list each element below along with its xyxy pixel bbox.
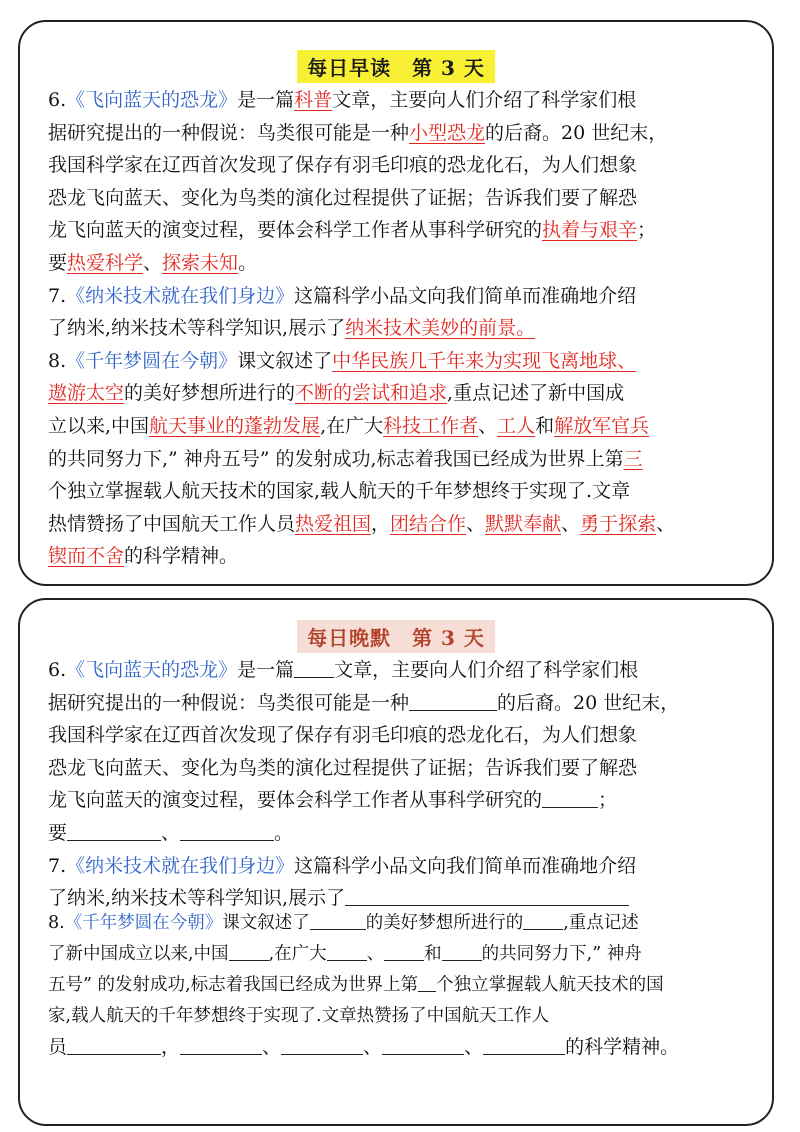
morning-q8-line-1	[48, 345, 754, 378]
question-number: 8.	[48, 913, 65, 933]
question-number: 6.	[48, 659, 67, 681]
text: 、	[366, 944, 385, 964]
text: 个独立掌握载人航天技术的国家,载人航天的千年梦想终于实现了.文章	[48, 480, 631, 503]
morning-q8-line-3	[48, 410, 754, 443]
answer: 科技工作者	[383, 414, 479, 437]
book-title: 《纳米技术就在我们身边》	[66, 284, 295, 307]
text: 文章，主要向人们介绍了科学家们根	[332, 89, 637, 111]
text: ,重点记述	[563, 913, 639, 933]
text: 和	[535, 414, 555, 437]
text: 、	[478, 414, 498, 437]
answer-blank[interactable]	[523, 909, 563, 930]
text: 的美好梦想所进行的	[365, 913, 524, 933]
answer: 锲而不舍	[48, 545, 125, 568]
answer-blank[interactable]	[180, 820, 274, 841]
answer-blank[interactable]	[384, 940, 424, 961]
answer: 遨游太空	[48, 382, 125, 405]
text: 的后裔。20 世纪末，	[497, 691, 680, 714]
text: 是一篇	[237, 659, 295, 681]
answer-blank[interactable]	[382, 1034, 464, 1055]
text: 。	[238, 251, 258, 274]
text: 、	[262, 1036, 282, 1058]
text: 个独立掌握载人航天技术的国	[436, 975, 664, 995]
text: ；	[598, 789, 618, 812]
text: 、	[464, 1036, 484, 1058]
text: 、	[656, 512, 676, 535]
answer-blank[interactable]	[67, 1034, 161, 1055]
evening-content	[48, 654, 754, 915]
text: 了新中国成立以来,中国	[48, 944, 229, 964]
text: 课文叙述了	[222, 913, 310, 933]
morning-q8-line-2	[48, 377, 754, 410]
morning-q7-line-1	[48, 280, 754, 313]
text: 我国科学家在辽西首次发现了保存有羽毛印痕的恐龙化石，为人们想象	[48, 154, 638, 177]
text: 这篇科学小品文向我们简单而准确地介绍	[294, 854, 637, 877]
morning-q8-line-5	[48, 475, 754, 508]
evening-q6-line-4	[48, 752, 754, 785]
morning-q8-line-7	[48, 540, 754, 573]
answer-blank[interactable]	[483, 1034, 565, 1055]
text: 了纳米,纳米技术等科学知识,展示了	[48, 317, 346, 340]
text: 要	[48, 821, 68, 844]
morning-q6-line-3	[48, 149, 754, 182]
answer: 不断的尝试和追求	[295, 382, 448, 405]
evening-q6-line-2	[48, 687, 754, 720]
text: 立以来,中国	[48, 414, 150, 437]
answer: 热爱祖国	[295, 512, 372, 535]
question-number: 7.	[48, 284, 67, 307]
text: 我国科学家在辽西首次发现了保存有羽毛印痕的恐龙化石，为人们想象	[48, 724, 638, 747]
evening-q8-line-4	[48, 1001, 754, 1032]
text: 、	[161, 821, 181, 844]
text: 员	[48, 1036, 68, 1058]
answer: 科普	[294, 89, 333, 111]
book-title: 《纳米技术就在我们身边》	[66, 854, 295, 877]
book-title: 《飞向蓝天的恐龙》	[66, 659, 238, 681]
text: 。	[274, 821, 294, 844]
answer: 勇于探索	[580, 512, 657, 535]
morning-content	[48, 84, 754, 573]
answer-blank[interactable]	[180, 1034, 262, 1055]
evening-q6-line-5	[48, 784, 754, 817]
text: 龙飞向蓝天的演变过程，要体会科学工作者从事科学研究的	[48, 219, 543, 242]
answer: 航天事业的蓬勃发展	[149, 414, 321, 437]
answer: 纳米技术美妙的前景。	[345, 317, 536, 340]
text: ，	[161, 1036, 181, 1058]
evening-q8	[48, 908, 754, 1063]
morning-q6-line-6	[48, 247, 754, 280]
question-number: 8.	[48, 349, 67, 372]
text: 的共同努力下,” 神舟	[481, 944, 642, 964]
text: 和	[424, 944, 442, 964]
morning-q6-line-2	[48, 117, 754, 150]
answer-blank[interactable]	[294, 657, 334, 678]
answer: 热爱科学	[67, 251, 144, 274]
text: 这篇科学小品文向我们简单而准确地介绍	[294, 284, 637, 307]
text: 、	[363, 1036, 383, 1058]
text: 热情赞扬了中国航天工作人员	[48, 512, 296, 535]
evening-q6-line-3	[48, 719, 754, 752]
text: 要	[48, 251, 68, 274]
text: 的美好梦想所进行的	[124, 382, 296, 405]
evening-dictation-card	[18, 598, 774, 1126]
answer: 解放军官兵	[554, 414, 650, 437]
answer-blank[interactable]	[345, 885, 629, 906]
text: 文章，主要向人们介绍了科学家们根	[334, 659, 639, 681]
text: 、	[466, 512, 486, 535]
answer: 默默奉献	[485, 512, 562, 535]
answer: 三	[623, 447, 643, 470]
text: 五号” 的发射成功,标志着我国已经成为世界上第	[48, 975, 419, 995]
answer-blank[interactable]	[310, 909, 366, 930]
text: ；	[637, 219, 657, 242]
text: 的科学精神。	[124, 545, 239, 568]
text: 课文叙述了	[237, 349, 333, 372]
text: 、	[143, 251, 163, 274]
book-title: 《千年梦圆在今朝》	[64, 913, 223, 933]
text: 家,载人航天的千年梦想终于实现了.文章热赞扬了中国航天工作人	[48, 1006, 550, 1026]
evening-q6-line-1	[48, 654, 754, 687]
evening-q8-line-2	[48, 939, 754, 970]
question-number: 7.	[48, 854, 67, 877]
answer-blank[interactable]	[409, 690, 497, 711]
answer: 中华民族几千年来为实现飞离地球、	[332, 349, 637, 372]
answer: 探索未知	[162, 251, 239, 274]
text: 恐龙飞向蓝天、变化为鸟类的演化过程提供了证据；告诉我们要了解恐	[48, 756, 638, 779]
answer-blank[interactable]	[327, 940, 367, 961]
text: 的后裔。20 世纪末，	[485, 121, 668, 144]
text: 龙飞向蓝天的演变过程，要体会科学工作者从事科学研究的	[48, 789, 543, 812]
question-number: 6.	[48, 89, 67, 111]
answer-blank[interactable]	[542, 787, 598, 808]
answer-blank[interactable]	[229, 940, 269, 961]
text: 、	[561, 512, 581, 535]
answer-blank[interactable]	[67, 820, 161, 841]
text: ,在广大	[320, 414, 384, 437]
evening-q8-line-3	[48, 970, 754, 1001]
morning-q6-line-1	[48, 84, 754, 117]
evening-title: 每日晚默 第 3 天	[297, 620, 495, 653]
text: 了纳米,纳米技术等科学知识,展示了	[48, 887, 346, 910]
morning-q7-line-2	[48, 312, 754, 345]
morning-title: 每日早读 第 3 天	[297, 50, 495, 83]
morning-q8-line-6	[48, 508, 754, 541]
text: 的科学精神。	[565, 1036, 680, 1058]
answer: 团结合作	[390, 512, 467, 535]
answer-blank[interactable]	[281, 1034, 363, 1055]
text: 恐龙飞向蓝天、变化为鸟类的演化过程提供了证据；告诉我们要了解恐	[48, 186, 638, 209]
morning-reading-card	[18, 20, 774, 586]
answer: 小型恐龙	[409, 121, 486, 144]
morning-q6-line-5	[48, 214, 754, 247]
evening-q7-line-1	[48, 850, 754, 883]
text: ,在广大	[268, 944, 327, 964]
book-title: 《千年梦圆在今朝》	[66, 349, 238, 372]
morning-q8-line-4	[48, 443, 754, 476]
evening-q6-line-6	[48, 817, 754, 850]
morning-q6-line-4	[48, 182, 754, 215]
book-title: 《飞向蓝天的恐龙》	[66, 89, 238, 111]
text: 据研究提出的一种假说：鸟类很可能是一种	[48, 691, 410, 714]
text: 的共同努力下,” 神舟五号” 的发射成功,标志着我国已经成为世界上第	[48, 447, 624, 470]
answer: 执着与艰辛	[542, 219, 638, 242]
evening-q8-line-1	[48, 908, 754, 939]
evening-q8-line-5	[48, 1032, 754, 1063]
answer-blank[interactable]	[418, 971, 436, 992]
answer-blank[interactable]	[442, 940, 482, 961]
answer: 工人	[497, 414, 536, 437]
text: ,重点记述了新中国成	[447, 382, 625, 405]
text: 据研究提出的一种假说：鸟类很可能是一种	[48, 121, 410, 144]
text: 是一篇	[237, 89, 295, 111]
text: ，	[371, 512, 391, 535]
